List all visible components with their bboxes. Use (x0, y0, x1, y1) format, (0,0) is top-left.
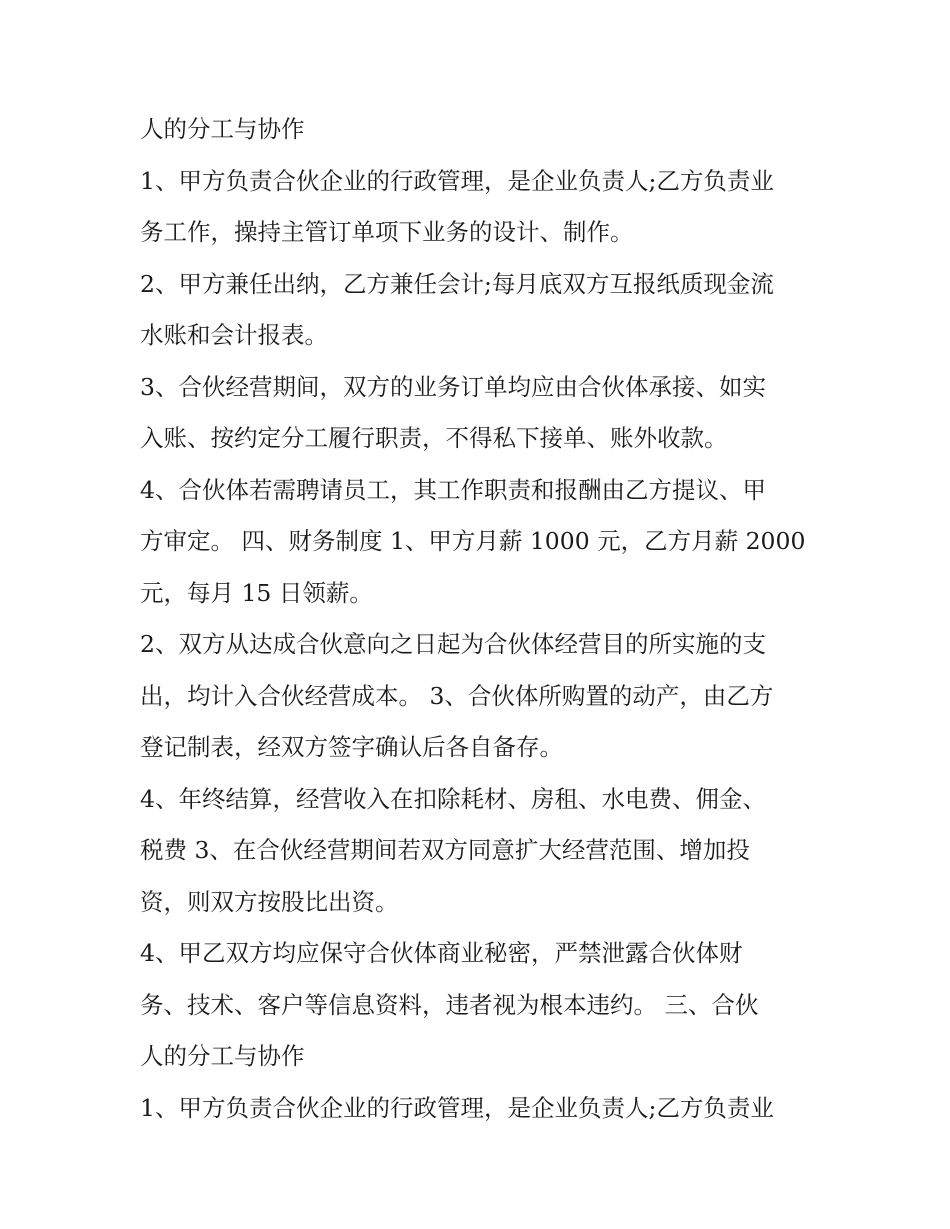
text-line: 1、甲方负责合伙企业的行政管理，是企业负责人;乙方负责业 (140, 1093, 774, 1122)
text-line: 3、合伙经营期间，双方的业务订单均应由合伙体承接、如实 (140, 372, 766, 401)
text-line: 4、甲乙双方均应保守合伙体商业秘密，严禁泄露合伙体财 (140, 939, 743, 967)
text-line: 出，均计入合伙经营成本。 3、合伙体所购置的动产，由乙方 (140, 681, 774, 710)
text-line: 务、技术、客户等信息资料，违者视为根本违约。 三、合伙 (140, 990, 759, 1019)
text-line: 元，每月 15 日领薪。 (140, 578, 373, 607)
text-line: 人的分工与协作 (140, 1042, 305, 1070)
text-line: 4、年终结算，经营收入在扣除耗材、房租、水电费、佣金、 (140, 784, 766, 813)
text-line: 务工作，操持主管订单项下业务的设计、制作。 (140, 218, 634, 246)
text-line: 2、双方从达成合伙意向之日起为合伙体经营目的所实施的支 (140, 630, 766, 658)
text-line: 水账和会计报表。 (140, 321, 328, 349)
text-line: 4、合伙体若需聘请员工，其工作职责和报酬由乙方提议、甲 (140, 475, 766, 504)
text-line: 人的分工与协作 (140, 115, 305, 143)
document-body (140, 104, 820, 1134)
text-line: 登记制表，经双方签字确认后各自备存。 (140, 733, 563, 761)
text-line: 2、甲方兼任出纳，乙方兼任会计;每月底双方互报纸质现金流 (140, 269, 774, 298)
text-line: 资，则双方按股比出资。 (140, 887, 399, 916)
text-line: 1、甲方负责合伙企业的行政管理，是企业负责人;乙方负责业 (140, 166, 774, 195)
text-line: 税费 3、在合伙经营期间若双方同意扩大经营范围、增加投 (140, 836, 750, 864)
text-line: 入账、按约定分工履行职责，不得私下接单、账外收款。 (140, 424, 728, 452)
text-line: 方审定。 四、财务制度 1、甲方月薪 1000 元，乙方月薪 2000 (140, 527, 806, 555)
